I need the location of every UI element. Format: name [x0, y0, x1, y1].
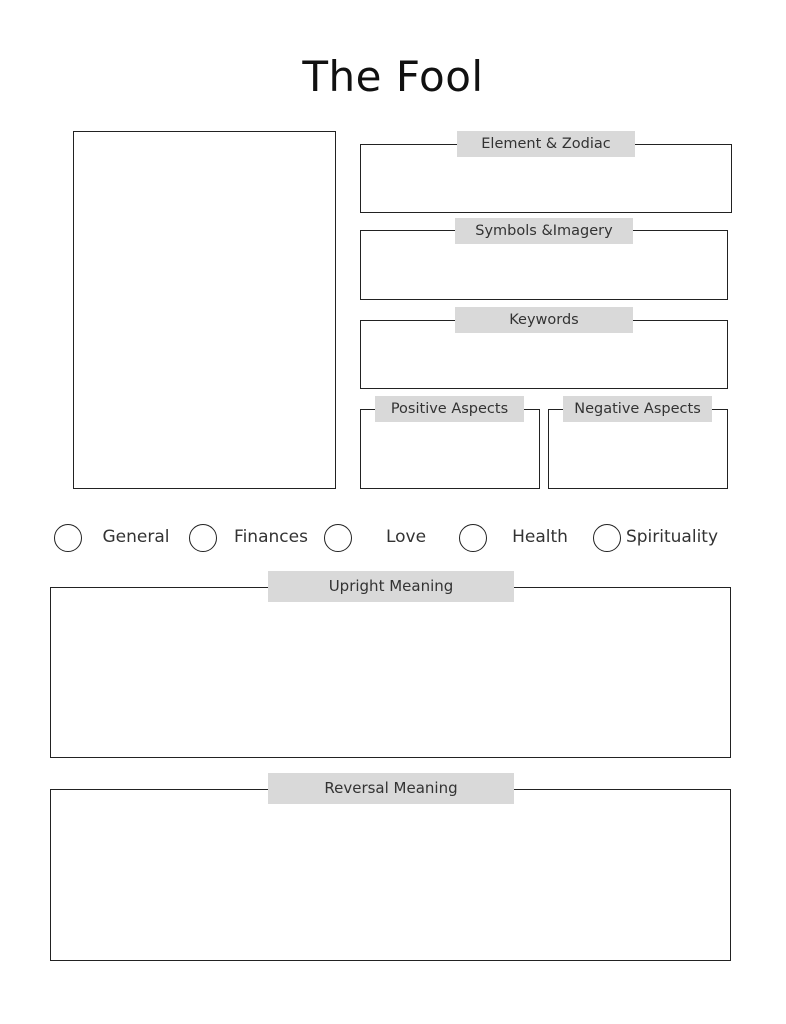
finances-label: Finances: [234, 527, 308, 547]
reversal-meaning-box[interactable]: [50, 789, 731, 961]
spirituality-checkbox[interactable]: [593, 524, 621, 552]
element-zodiac-label: Element & Zodiac: [457, 131, 635, 157]
reversal-meaning-label: Reversal Meaning: [268, 773, 514, 804]
upright-meaning-label: Upright Meaning: [268, 571, 514, 602]
general-checkbox[interactable]: [54, 524, 82, 552]
negative-aspects-label: Negative Aspects: [563, 396, 712, 422]
finances-checkbox[interactable]: [189, 524, 217, 552]
symbols-imagery-label: Symbols &Imagery: [455, 218, 633, 244]
page-title: The Fool: [302, 52, 484, 101]
upright-meaning-box[interactable]: [50, 587, 731, 758]
general-label: General: [102, 527, 170, 547]
positive-aspects-label: Positive Aspects: [375, 396, 524, 422]
card-image-box[interactable]: [73, 131, 336, 489]
keywords-label: Keywords: [455, 307, 633, 333]
love-label: Love: [385, 527, 427, 547]
spirituality-label: Spirituality: [625, 527, 719, 547]
love-checkbox[interactable]: [324, 524, 352, 552]
health-label: Health: [512, 527, 568, 547]
health-checkbox[interactable]: [459, 524, 487, 552]
